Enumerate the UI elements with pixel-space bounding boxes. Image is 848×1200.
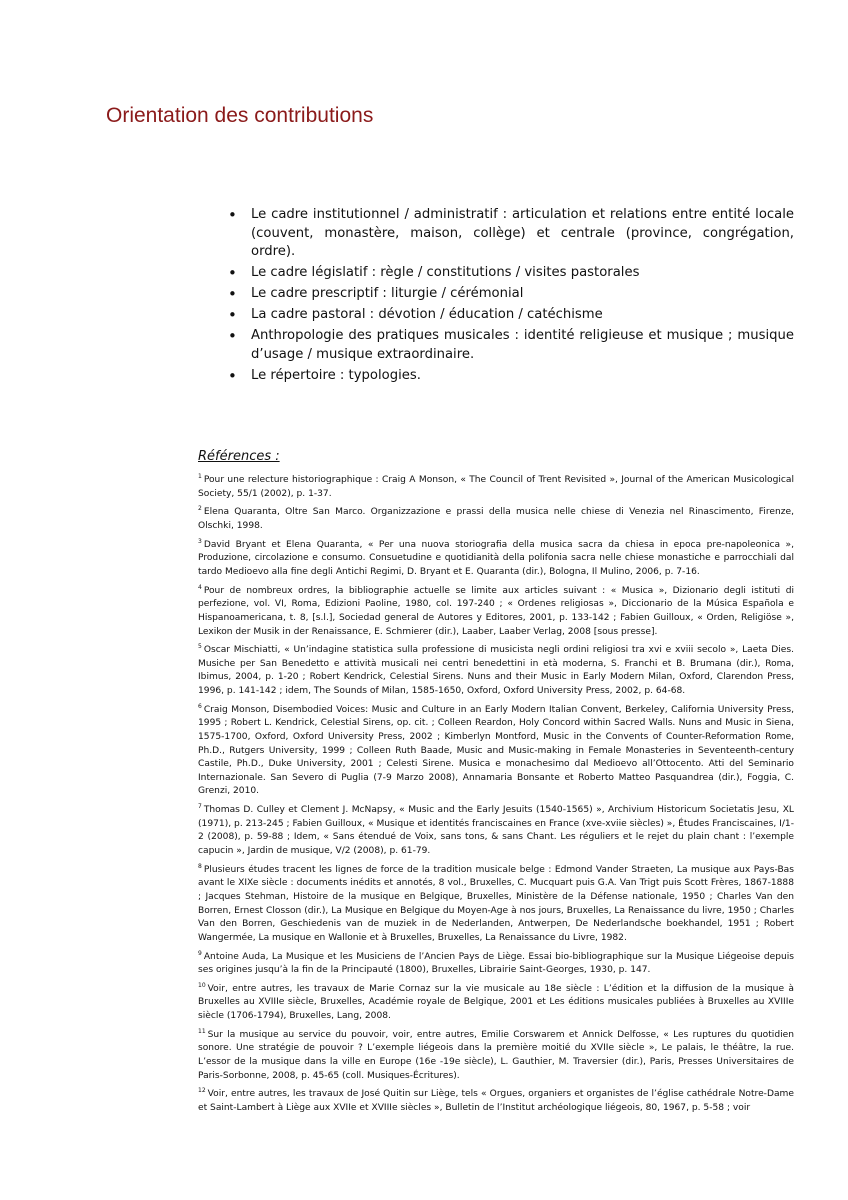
list-item: • Le cadre institutionnel / administratif : articulation et relations entre entité locale (couvent, monastère, maison, collège) et centrale (province, congrégation, ordre). [228,206,794,262]
footnote [198,474,794,501]
list-item: • Le répertoire : typologies. [228,367,794,386]
footnote-text: Plusieurs études tracent les lignes de force de la tradition musicale belge : Edmond Vander Straeten, La musique aux Pays-Bas avant le XIXe siècle : documents inédits et annotés, 8 vol., Bruxelles, C. Mucquart puis G.A. Van Trigt puis Scott Frères, 1867-1888 ; Jacques Stehman, Histoire de la musique en Belgique, Bruxelles, Ministère de la Défense nationale, 1950 ; Charles Van den Borren, Ernest Closson (dir.), La Musique en Belgique du Moyen-Age à nos jours, Bruxelles, La Renaissance du livre, 1950 ; Charles Van den Borren, Geschiedenis van de muziek in de Nederlanden, Antwerpen, De Nederlandsche boekhandel, 1951 ; Robert Wangermée, La musique en Wallonie et à Bruxelles, Bruxelles, La Renaissance du Livre, 1982. [198,864,794,943]
footnote-number: 8 [198,862,202,870]
footnote [198,539,794,580]
footnote-text: Craig Monson, Disembodied Voices: Music and Culture in an Early Modern Italian Convent, Berkeley, California University Press, 1995 ; Robert L. Kendrick, Celestial Sirens, op. cit. ; Colleen Reardon, Holy Concord within Sacred Walls. Nuns and Music in Siena, 1575-1700, Oxford, Oxford University Press, 2002 ; Kimberlyn Montford, Music in the Convents of Counter-Reformation Rome, Ph.D., Rutgers University, 1999 ; Colleen Ruth Baade, Music and Music-making in Female Monasteries in Seventeenth-century Castile, Ph.D., Duke University, 2001 ; Celesti Sirene. Musica e monachesimo dal Medioevo all’Ottocento. Atti del Seminario Internazionale. San Severo di Puglia (7-9 Marzo 2008), Annamaria Bonsante et Roberto Matteo Pasquandrea (dir.), Foggia, C. Grenzi, 2010. [198,704,794,797]
footnote-number: 3 [198,537,202,545]
contribution-list [228,206,794,388]
footnote-text: David Bryant et Elena Quaranta, « Per una nuova storiografia della musica sacra da chiesa in epoca pre-napoleonica », Produzione, circolazione e consumo. Consuetudine e quotidianità della polifonia sacra nelle chiese monastiche e parrocchiali dal tardo Medioevo alla fine degli Antichi Regimi, D. Bryant et E. Quaranta (dir.), Bologna, Il Mulino, 2006, p. 7-16. [198,539,794,577]
footnote [198,864,794,946]
footnote-number: 6 [198,702,202,710]
footnote-text: Elena Quaranta, Oltre San Marco. Organizzazione e prassi della musica nelle chiese di Venezia nel Rinascimento, Firenze, Olschki, 1998. [198,507,794,531]
footnote-number: 5 [198,643,202,651]
list-item: • Anthropologie des pratiques musicales : identité religieuse et musique ; musique d’usage / musique extraordinaire. [228,327,794,364]
footnote-number: 10 [198,981,206,989]
footnote-text: Sur la musique au service du pouvoir, voir, entre autres, Emilie Corswarem et Annick Delfosse, « Les ruptures du quotidien sonore. Une stratégie de pouvoir ? L’exemple liégeois dans la première moitié du XVIIe siècle », Le palais, le théâtre, la rue. L’essor de la musique dans la ville en Europe (16e -19e siècle), L. Gauthier, M. Traversier (dir.), Paris, Presses Universitaires de Paris-Sorbonne, 2008, p. 45-65 (coll. Musiques-Écritures). [198,1029,794,1081]
footnote-number: 12 [198,1087,206,1095]
footnote-text: Thomas D. Culley et Clement J. McNapsy, « Music and the Early Jesuits (1540-1565) », Archivium Historicum Societatis Jesu, XL (1971), p. 213-245 ; Fabien Guilloux, « Musique et identités franciscaines en France (xve-xviie siècles) », Études Franciscaines, I/1-2 (2008), p. 59-88 ; Idem, « Sans étendué de Voix, sans tons, & sans Chant. Les réguliers et le rejet du plain chant : l’exemple capucin », Jardin de musique, V/2 (2008), p. 61-79. [198,805,794,856]
footnote [198,983,794,1024]
footnote-number: 1 [198,473,202,480]
page-title: Orientation des contributions [106,104,374,127]
references-heading: Références : [198,449,280,464]
list-item: • Le cadre prescriptif : liturgie / cérémonial [228,285,794,304]
footnote-text: Oscar Mischiatti, « Un’indagine statistica sulla professione di musicista negli ordini religiosi tra xvi e xviii secolo », Laeta Dies. Musiche per San Benedetto e attività musicali nei centri benedettini in età moderna, S. Franchi et B. Brumana (dir.), Roma, Ibimus, 2004, p. 1-20 ; Robert Kendrick, Celestial Sirens. Nuns and their Music in Early Modern Milan, Oxford, Clarendon Press, 1996, p. 141-142 ; idem, The Sounds of Milan, 1585-1650, Oxford, Oxford University Press, 2002, p. 64-68. [198,645,794,697]
footnote [198,804,794,858]
footnote [198,506,794,533]
footnote [198,585,794,639]
footnote-text: Pour de nombreux ordres, la bibliographie actuelle se limite aux articles suivant : « Musica », Dizionario degli istituti di perfezione, vol. VI, Roma, Edizioni Paoline, 1980, col. 197-240 ; « Ordenes religiosas », Diccionario de la Música Española e Hispanoamericana, t. 8, [s.l.], Sociedad general de Autores y Editores, 2001, p. 133-142 ; Fabien Guilloux, « Orden, Religiöse », Lexikon der Musik in der Renaissance, E. Schmierer (dir.), Laaber, Laaber Verlag, 2008 [sous presse]. [198,585,794,637]
footnote-text: Voir, entre autres, les travaux de Marie Cornaz sur la vie musicale au 18e siècle : L’édition et la diffusion de la musique à Bruxelles au XVIIIe siècle, Bruxelles, Académie royale de Belgique, 2001 et Les éditions musicales publiées à Bruxelles au XVIIIe siècle (1706-1794), Bruxelles, Lang, 2008. [198,983,794,1022]
footnote [198,644,794,698]
footnote [198,1088,794,1115]
references-section [198,449,794,1121]
list-item: • Le cadre législatif : règle / constitutions / visites pastorales [228,264,794,283]
footnote [198,1029,794,1083]
footnote [198,704,794,799]
footnote-text: Pour une relecture historiographique : Craig A Monson, « The Council of Trent Revisited », Journal of the American Musicological Society, 55/1 (2002), p. 1-37. [198,475,794,499]
footnote-text: Voir, entre autres, les travaux de José Quitin sur Liège, tels « Orgues, organiers et organistes de l’église cathédrale Notre-Dame et Saint-Lambert à Liège aux XVIIe et XVIIIe siècles », Bulletin de l’Institut archéologique liégeois, 80, 1967, p. 5-58 ; voir [198,1089,794,1113]
footnote-number: 4 [198,583,202,591]
footnote-number: 7 [198,803,202,811]
footnote-number: 11 [198,1027,206,1035]
footnote-text: Antoine Auda, La Musique et les Musiciens de l’Ancien Pays de Liège. Essai bio-bibliographique sur la Musique Liégeoise depuis ses origines jusqu’à la fin de la Principauté (1800), Bruxelles, Librairie Saint-Georges, 1930, p. 147. [198,951,794,976]
footnote [198,951,794,978]
footnote-number: 9 [198,949,202,957]
footnote-number: 2 [198,505,202,513]
list-item: • La cadre pastoral : dévotion / éducation / catéchisme [228,306,794,325]
